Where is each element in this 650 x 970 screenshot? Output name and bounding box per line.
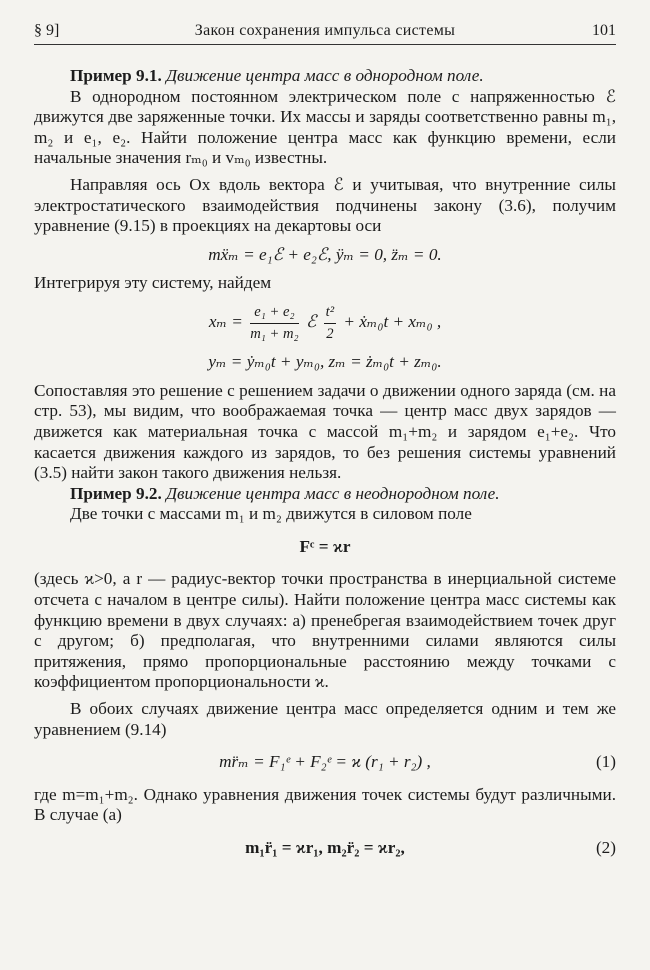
page-body	[34, 66, 616, 871]
equation-2	[34, 302, 616, 344]
eq2-time-num: t²	[324, 302, 336, 324]
eq6-number: (2)	[595, 838, 616, 857]
equation-6	[34, 838, 616, 859]
paragraph-5: (здесь ϰ>0, а r — радиус-вектор точки пространства в инерциальной системе отсчета с началом в центре силы). Найти положение центра масс системы как функцию времени в двух случаях: а) пренебрегая взаимодействием точек друг с другом; б) предполагая, что внутренними силами являются силы притяжения, прямо пропорциональные расстоянию между точками с коэффициентом пропорциональности ϰ.	[34, 569, 616, 692]
page-number: 101	[592, 22, 616, 39]
example-2-heading	[34, 484, 616, 505]
eq6-text: m₁r̈₁ = ϰr₁, m₂r̈₂ = ϰr₂,	[245, 838, 405, 857]
eq2-fraction-charge-mass	[250, 302, 298, 344]
eq2-frac-num: e₁ + e₂	[250, 302, 298, 324]
paragraph-2: Направляя ось Ox вдоль вектора ℰ и учитывая, что внутренние силы электростатического взаимодействия подчинены закону (3.6), получим уравнение (9.15) в проекциях на декартовы оси	[34, 174, 616, 236]
eq2-time-den: 2	[326, 325, 334, 342]
example-2-text: Две точки с массами m₁ и m₂ движутся в силовом поле	[70, 504, 472, 524]
section-marker: § 9]	[34, 22, 60, 39]
eq5-text: mr̈ₘ = F₁ᵉ + F₂ᵉ = ϰ (r₁ + r₂) ,	[219, 752, 431, 772]
eq2-lhs: xₘ =	[208, 311, 243, 331]
paragraph-7: где m=m₁+m₂. Однако уравнения движения точек системы будут различными. В случае (а)	[34, 784, 616, 825]
header-rule	[34, 44, 616, 45]
eq2-field: ℰ	[305, 311, 317, 331]
paragraph-3: Интегрируя эту систему, найдем	[34, 273, 272, 293]
eq2-frac-den: m₁ + m₂	[250, 325, 299, 342]
example-2-label: Пример 9.2.	[70, 483, 162, 503]
eq2-rhs: + ẋₘ₀t + xₘ₀ ,	[343, 311, 442, 331]
running-title: Закон сохранения импульса системы	[194, 22, 456, 39]
paragraph-4: Сопоставляя это решение с решением задачи о движении одного заряда (см. на стр. 53), мы видим, что воображаемая точка — центр масс двух зарядов — движется как материальная точка с массой m₁+m₂ и зарядом e₁+e₂. Что касается движения каждого из зарядов, то без решения системы уравнений (3.5) найти закон такого движения нельзя.	[34, 380, 616, 483]
equation-4: Fᶜ = ϰr	[299, 536, 351, 556]
eq5-number: (1)	[595, 752, 616, 772]
example-1-title: Движение центра масс в однородном поле.	[166, 66, 484, 85]
example-1-label: Пример 9.1.	[70, 66, 162, 85]
equation-3: yₘ = ẏₘ₀t + yₘ₀, zₘ = żₘ₀t + zₘ₀.	[208, 352, 442, 372]
example-1-heading	[34, 66, 616, 87]
eq2-fraction-time	[324, 302, 336, 344]
paragraph-6: В обоих случаях движение центра масс определяется одним и тем же уравнением (9.14)	[34, 699, 616, 739]
example-2-title: Движение центра масс в неоднородном поле.	[166, 483, 500, 503]
running-header	[34, 18, 616, 44]
equation-1: mẍₘ = e₁ℰ + e₂ℰ, ÿₘ = 0, z̈ₘ = 0.	[208, 244, 442, 264]
example-1-text: В однородном постоянном электрическом поле с напряженностью ℰ движутся две заряженные точки. Их массы и заряды соответственно равны m₁, m₂ и e₁, e₂. Найти положение центра масс как функцию времени, если начальные значения rₘ₀ и vₘ₀ известны.	[34, 86, 616, 168]
equation-5	[34, 752, 616, 773]
